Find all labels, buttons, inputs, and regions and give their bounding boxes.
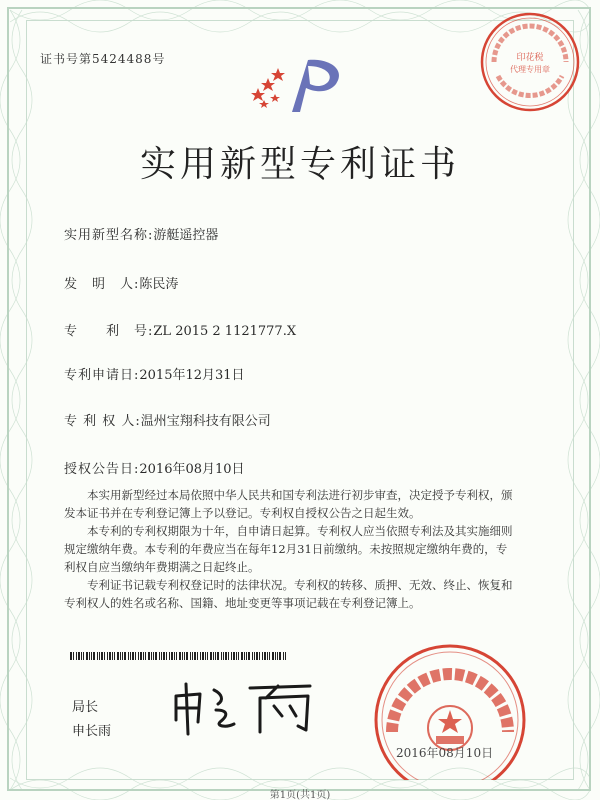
field-patentee [64,410,271,429]
paragraph-line: 规定缴纳年费。本专利的年费应当在每年12月31日前缴纳。未按照规定缴纳年费的，专 [64,542,508,556]
field-label: 授权公告日: [64,462,140,477]
certificate-title: 实用新型专利证书 [139,144,460,185]
field-value: 温州宝翔科技有限公司 [140,414,271,429]
certificate-number: 证书号第5424488号 [40,52,166,66]
paragraph-line: 发本证书并在专利登记簿上予以登记。专利权自授权公告之日起生效。 [64,506,421,520]
field-grant-date [64,458,245,477]
paragraph-term-notice [64,522,542,576]
field-value: 2015年12月31日 [139,368,245,383]
paragraph-legal-status-notice [64,576,542,612]
director-signature [170,680,320,736]
paragraph-line: 利权自应当缴纳年费期满之日起终止。 [64,560,260,574]
field-value: 2016年08月10日 [139,462,245,477]
field-label: 专利申请日: [64,368,140,383]
paragraph-line: 本专利的专利权期限为十年，自申请日起算。专利权人应当依照专利法及其实施细则 [64,524,513,538]
field-patent-number [64,320,296,339]
field-label: 专 利 权 人: [64,414,141,429]
paragraph-grant-notice [64,486,542,522]
seal-date: 2016年08月10日 [396,746,494,760]
field-label: 发 明 人: [64,277,140,292]
field-inventor [64,273,178,292]
patent-office-logo [250,58,350,114]
field-label: 专 利 号: [64,324,154,339]
paragraph-line: 专利证书记载专利权登记时的法律状况。专利权的转移、质押、无效、终止、恢复和 [64,578,513,592]
field-value: 陈民涛 [139,277,179,292]
paragraph-line: 本实用新型经过本局依照中华人民共和国专利法进行初步审查，决定授予专利权，颁 [64,488,513,502]
field-value: 游艇遥控器 [153,228,219,243]
svg-text:印花税: 印花税 [516,53,544,63]
director-title: 局长 [72,700,99,715]
field-value: ZL 2015 2 1121777.X [153,324,297,339]
page-number: 第1页(共1页) [269,790,331,800]
field-application-date [64,364,245,383]
field-label: 实用新型名称: [64,228,154,243]
svg-text:代理专用章: 代理专用章 [510,65,550,74]
director-name: 申长雨 [72,724,112,739]
barcode [70,652,286,660]
field-utility-model-name [64,224,218,243]
agency-seal [478,10,582,114]
paragraph-line: 专利权人的姓名或名称、国籍、地址变更等事项记载在专利登记簿上。 [64,596,421,610]
